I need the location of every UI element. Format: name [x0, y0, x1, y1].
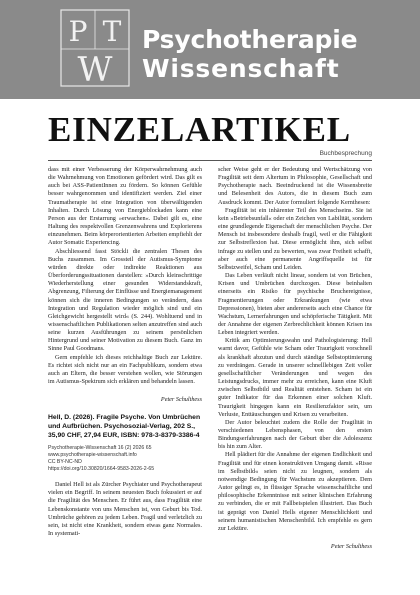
header-divider — [48, 160, 372, 161]
doi-link[interactable]: https://doi.org/10.30820/1664-9583-2026-2-65 — [48, 466, 155, 473]
logo-letter-p: P — [68, 15, 88, 48]
right-paragraph-1: scher Weise geht er der Bedeutung und Wertschätzung von Fragilität seit dem Altertum in Philosophie, Gesellschaft und Psychotherapie nach. Beeindruckend ist die Wissensbreite und Belesenheit des Autors, die in diesem Buch zum Ausdruck kommt. Der Autor formuliert folgende Kernthesen: — [218, 166, 372, 206]
brand-title-line1: Psychotherapie — [142, 25, 358, 54]
left-paragraph-3: Gern empfehle ich dieses reichhaltige Buch zur Lektüre. Es richtet sich nicht nur an ein Fachpublikum, sondern etwa auch an Eltern, die besser verstehen wollen, wie Störungen im Autismus-Spektrum sich erklären und behandeln lassen. — [48, 353, 202, 386]
left-paragraph-2: Abschliessend fasst Stöckli die zentralen Thesen des Buchs zusammen. Im Grossteil der Autismus-Symptome würden direkte oder indirekte Reaktionen aus Überforderungssituationen darstellen: »Durch kleinschrittige Wiederherstellung einer gesunden Widerstandskraft, Abgrenzung, Filterung der Einflüsse und Energiemanagement können sich die inneren Bedingungen so verändern, dass Integration und Regulation wieder möglich sind und ein Gleichgewicht hergestellt wird« (S. 244). Wohltuend und in wissenschaftlichen Publikationen selten anzutreffen sind auch seine kurzen Ausführungen zu seinem persönlichen Hintergrund und seiner Motivation zu diesem Buch. Ganz im Sinne Paul Goodmans. — [48, 247, 202, 353]
book-reference — [48, 414, 202, 473]
page-title: EINZELARTIKEL — [48, 110, 351, 149]
spacer — [48, 386, 202, 394]
right-paragraph-2: Fragilität ist ein inhärenter Teil des Menschseins. Sie ist kein »Betriebsunfall« oder ein Zeichen von Labilität, sondern eine grundlegende Eigenschaft der menschlichen Psyche. Der Mensch ist insbesondere deshalb fragil, weil er die Fähigkeit zur Selbstreflexion hat. Diese ermöglicht ihm, sich selbst infrage zu stellen und zu bewerten, was zwar Freiheit schafft, aber auch eine permanente Angriffsquelle ist für Selbstzweifel, Scham und Leiden. — [218, 206, 372, 271]
spacer — [218, 533, 372, 541]
right-paragraph-3: Das Leben verläuft nicht linear, sondern ist von Brüchen, Krisen und Umbrüchen durchzogen. Diese beinhalten einerseits ein Risiko für psychische Bruchereignisse, Fragmentierungen oder Erkrankungen (wie etwa Depressionen), bieten aber andererseits auch eine Chance für Wachstum, Lernerfahrungen und schöpferische Tätigkeit. Mit der Annahme der eigenen Zerbrechlichkeit können Krisen ins Leben integriert werden. — [218, 272, 372, 337]
spacer — [48, 473, 202, 481]
right-paragraph-4: Kritik am Optimierungswahn und Pathologisierung: Hell warnt davor, Gefühle wie Scham oder Traurigkeit vorschnell als krankhaft abzutun und durch ständige Selbstoptimierung zu verdrängen. Gerade in unserer schnelllebigen Zeit voller gesellschaftlicher Veränderungen und wegen des Leistungsdrucks, immer mehr zu erreichen, kann eine Kluft zwischen Selbstbild und Realität entstehen. Scham ist ein guter Indikator für das Erkennen einer solchen Kluft. Traurigkeit hingegen kann ein Resilienzfaktor sein, um Verluste, Enttäuschungen und Krisen zu verarbeiten. — [218, 337, 372, 418]
license-text: CC BY-NC-ND — [48, 459, 82, 466]
right-paragraph-5: Der Autor beleuchtet zudem die Rolle der Fragilität in verschiedenen Lebensphasen, von den ersten Bindungserfahrungen nach der Geburt über die Adoleszenz bis hin zum Alter. — [218, 418, 372, 451]
review-signature-2: Peter Schulthess — [330, 543, 372, 551]
left-paragraph-1: dass mit einer Verbesserung der Körperwahrnehmung auch die Wahrnehmung von Emotionen gefördert wird. Das gilt es auch bei ASS-PatientInnen zu fördern. So können Gefühle besser wahrgenommen und identifiziert werden. Ziel einer Traumatherapie ist eine Integration von überwältigenden Inhalten. Durch Lösung von Energieblockaden kann eine Person aus der Erstarrung »erwachen«. Dabei gilt es, eine Haltung des respektvollen Grenzenwahrens und Explorierens einzunehmen. Beim körperorientierten Arbeiten empfiehlt der Autor Somatic Experiencing. — [48, 166, 202, 247]
journal-website-link[interactable]: www.psychotherapie-wissenschaft.info — [48, 452, 137, 459]
brand-title-line2: Wissenschaft — [142, 54, 340, 83]
journal-citation: Psychotherapie-Wissenschaft 16 (2) 2026 65 — [48, 445, 152, 452]
header-banner — [0, 0, 420, 99]
logo-letter-t: T — [102, 15, 122, 48]
review-signature-1: Peter Schulthess — [160, 396, 202, 404]
ptw-logo-mark — [60, 9, 130, 87]
article-meta — [48, 445, 202, 473]
ptw-logo — [60, 9, 130, 87]
book-reference-title: Hell, D. (2026). Fragile Psyche. Von Umbrüchen und Aufbrüchen. Psychosozial-Verlag, 202 S., 35,90 CHF, 27,94 EUR, ISBN: 978-3-8379-3386-4 — [48, 414, 201, 439]
section-label: Buchbesprechung — [319, 150, 372, 157]
right-paragraph-6: Hell plädiert für die Annahme der eigenen Endlichkeit und Fragilität und für einen konstruktiven Umgang damit. »Risse im Selbstbild« seien nicht zu leugnen, sondern als notwendige Bedingung für Wachstum zu akzeptieren. Dem Autor gelingt es, in flüssiger Sprache wissenschaftliche und philosophische Erkenntnisse mit seiner klinischen Erfahrung zu verbinden, die er mit Fallbeispielen illustriert. Das Buch ist geprägt von Daniel Hells eigener Menschlichkeit und seinem humanistischen Menschenbild. Ich empfehle es gern zur Lektüre. — [218, 451, 372, 532]
logo-letter-w: W — [77, 50, 113, 87]
right-column — [218, 166, 372, 551]
left-column — [48, 166, 202, 538]
left-paragraph-4: Daniel Hell ist als Zürcher Psychiater und Psychotherapeut vielen ein Begriff. In seinem neuesten Buch fokussiert er auf die Fragilität des Menschen. Er führt aus, dass Fragilität eine Lebenskonstante von uns Menschen ist, von Geburt bis Tod. Umbrüche gehören zu jedem Leben. Fragil und verletzlich zu sein, ist nicht eine Krankheit, sondern etwas ganz Normales. In systemati- — [48, 481, 202, 538]
